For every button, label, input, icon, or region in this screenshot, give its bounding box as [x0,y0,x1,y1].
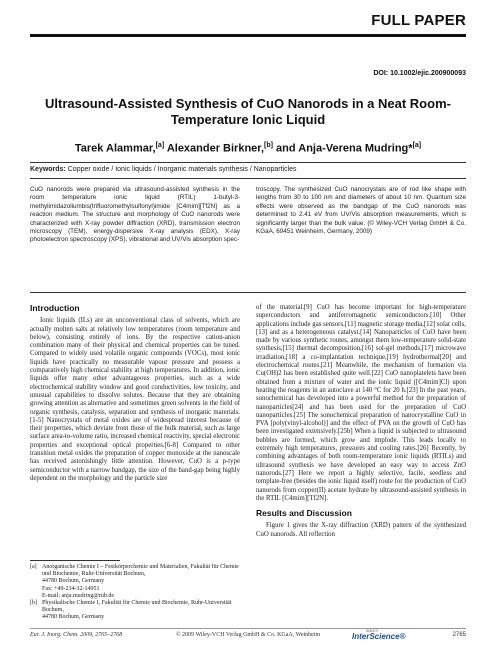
footnote-rule [30,560,120,561]
keywords-text: Copper oxide / Ionic liquids / Inorganic materials synthesis / Nanoparticles [67,166,297,173]
results-paragraph: Figure 1 gives the X-ray diffraction (XRD) pattern of the synthesized CuO nanorods. All reflection [256,522,466,538]
results-heading: Results and Discussion [256,508,352,519]
affiliation-tag: [a] [30,564,37,570]
keywords-rule-bottom [30,178,466,179]
affiliation-b [30,600,240,622]
abstract [30,186,466,282]
affiliation-line: Anorganische Chemie I – Festkörperchemie und Materialien, Fakultät für Chemie und Biochemie, Ruhr-Universität Bochum, [42,564,239,578]
logo-small-text: WILEY [366,628,379,633]
introduction-paragraph: Ionic liquids (ILs) are an unconventional class of solvents, which are actually molten salts at relatively low temperatures (room temperature and below), consisting entirely of ions. By the respective cation-anion combination many of their physical and chemical properties can be tuned. Compared to widely used volatile organic compounds (VOCs), most ionic liquids have practically no measurable vapour pressure and possess a comparatively high chemical stability at high temperatures. In addition, ionic liquids offer many other advantageous properties, such as a wide electrochemical stability window and good conductivities, low toxicity, and unusual capabilities to dissolve solutes. Because that they are obtaining growing attention as alternative and sometimes green solvents in the field of organic synthesis, catalysis, separation and synthesis of inorganic materials.[1-5] Nanocrystals of metal oxides are of widespread interest because of their properties, which deviate from those of the bulk material, such as large surface area-to-volume ratio, increased chemical reactivity, special electronic properties and exceptional optical properties.[6-8] Compared to other transition metal oxides the preparation of copper monoxide at the nanoscale has received astonishingly little attention. However, CuO is a p-type semiconductor with a narrow bandgap, the size of the band-gap being highly dependent on the morphology and the particle size [30,317,240,482]
journal-citation: Eur. J. Inorg. Chem. 2009, 2765–2768 [30,632,123,638]
introduction-heading: Introduction [30,303,80,313]
body-left-column [30,304,240,483]
email-link[interactable]: E-mail: anja.mudring@rub.de [42,592,115,599]
affiliation-line: 44780 Bochum, Germany [42,614,105,621]
affiliation-a [30,564,240,600]
affiliation-body [42,564,240,600]
header-rule [30,34,466,37]
author-name: Tarek Alammar, [74,142,156,155]
abstract-left-column: CuO nanorods were prepared via ultrasound-assisted synthesis in the room temperature ionic liquid (RTIL) 1-butyl-3-methylimidazoliumbis(trifluoromethylsulfonyl)imide [C4mim][Tf2N] as a reaction medium. The structure and morphology of CuO nanorods were characterized with X-ray powder diffraction (XRD), transmission electron microscopy (TEM), energy-dispersive X-ray analysis (EDX), X-ray photoelectron spectroscopy (XPS), vibrational and UV/Vis absorption spec- [30,186,240,244]
affiliation-line: 44780 Bochum, Germany [42,578,105,585]
copyright-notice: © 2009 Wiley-VCH Verlag GmbH & Co. KGaA, Weinheim [176,632,321,638]
abstract-rule [30,292,466,293]
body-right-column [256,304,466,539]
author-affiliation: [b] [264,142,273,149]
page-header [30,10,466,50]
affiliation-body [42,600,240,622]
affiliation-footnotes [30,564,240,622]
affiliation-line: Fax: +49-234-32-14951 [42,585,100,592]
affiliation-line: Physikalische Chemie I, Fakultät für Chemie und Biochemie, Ruhr-Universität Bochum, [42,600,232,614]
author-name: Alexander Birkner, [166,142,265,155]
paper-title: Ultrasound-Assisted Synthesis of CuO Nanorods in a Neat Room-Temperature Ionic Liquid [45,96,451,127]
doi: DOI: 10.1002/ejic.200900093 [373,70,466,77]
author-affiliation: [a] [412,142,422,149]
author-affiliation: [a] [155,142,165,149]
interscience-logo[interactable] [352,628,414,646]
affiliation-tag: [b] [30,600,37,607]
introduction-paragraph-continued: of the material.[9] CuO has become important for high-temperature superconductors and antiferromagnetic semiconductors.[10] Other applications include gas sensors,[11] magnetic storage media,[12] solar cells,[13] and as a heterogeneous catalyst.[14] Nanoparticles of CuO have been made by various synthetic routes, amongst them low-temperature solid-state synthesis,[15] thermal decomposition,[16] sol-gel methods,[17] microwave irradiation,[18] a co-implantation technique,[19] hydrothermal[20] and electrochemical routes.[21] Meanwhile, the mechanism of formation via Cu(OH)2 has been established quite well.[22] CuO nanoplatelets have been obtained from a mixture of water and the ionic liquid ([C4mim]Cl) upon heating the reagents in an autoclave at 140 °C for 20 h.[23] In the past years, sonochemical has developed into a powerful method for the preparation of nanoparticles[24] and has been used for the preparation of CuO nanoparticles.[25] The sonochemical preparation of nanocrystalline CuO in PVA [poly(vinyl-alcohol)] and the effect of PVA on the growth of CuO has been investigated extensively.[25b] When a liquid is subjected to ultrasound bubbles are formed, which grow and implode. This leads locally to extremely high temperatures, pressures and cooling rates.[26] Recently, by combining advantages of both room-temperature ionic liquids (RTILs) and ultrasound synthesis we have developed an easy way to access ZnO nanorods.[27] Here we report a highly selective, facile, seedless and template-free (besides the ionic liquid itself) route for the production of CuO nanorods from copper(II) acetate hydrate by ultrasound-assisted synthesis in the RTIL [C4mim][Tf2N]. [256,304,466,502]
abstract-right-column: troscopy. The synthesized CuO nanocrystals are of rod like shape with lengths from 30 to 100 nm and diameters of about 10 nm. Quantum size effects were observed as the bandgap of the CuO nanorods was determined to 2.41 eV from UV/Vis absorption measurements, which is significantly larger than the bulk value. (© Wiley-VCH Verlag GmbH & Co. KGaA, 69451 Weinheim, Germany, 2009) [256,186,466,236]
author-name: and Anja-Verena Mudring* [276,142,413,155]
page-number: 2765 [452,632,466,638]
keywords-label: Keywords: [30,166,66,173]
author-line [30,142,466,155]
section-label: FULL PAPER [371,12,466,29]
keywords-rule-top [30,162,466,163]
keywords [30,166,466,173]
logo-main-text: InterScience® [352,632,406,641]
